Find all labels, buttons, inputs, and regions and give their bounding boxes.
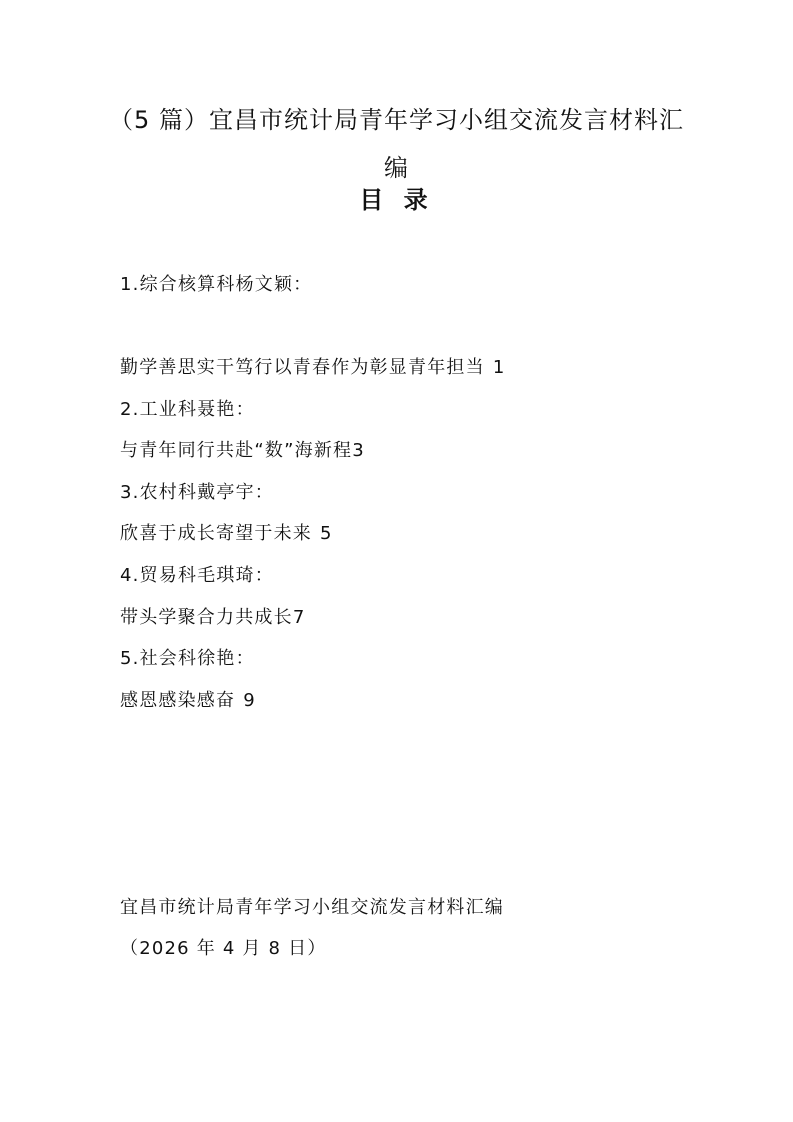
- toc-article-title: 与青年同行共赴“数”海新程: [120, 440, 353, 461]
- footer-date: （2026 年 4 月 8 日）: [120, 938, 327, 959]
- toc-entry-3[interactable]: [120, 519, 333, 549]
- toc-article-title: 感恩感染感奋: [120, 690, 236, 711]
- toc-heading: 目 录: [359, 186, 434, 214]
- toc-page-number: 7: [292, 607, 306, 628]
- toc-page-number: 3: [352, 440, 365, 461]
- toc-page-number: 9: [243, 690, 256, 711]
- toc-entry-1[interactable]: [120, 353, 505, 383]
- toc-article-title: 带头学聚合力共成长: [120, 607, 293, 628]
- footer-collection-name: 宜昌市统计局青年学习小组交流发言材料汇编: [120, 897, 504, 918]
- toc-author-4: 4.贸易科毛琪琦：: [120, 565, 274, 586]
- toc-page-number: 1: [492, 357, 506, 378]
- toc-author-5: 5.社会科徐艳：: [120, 648, 255, 669]
- toc-article-title: 勤学善思实干笃行以青春作为彰显青年担当: [120, 357, 485, 378]
- document-title: （5 篇）宜昌市统计局青年学习小组交流发言材料汇编: [109, 106, 684, 182]
- toc-page-number: 5: [320, 523, 333, 544]
- toc-entry-2[interactable]: [120, 436, 365, 466]
- toc-article-title: 欣喜于成长寄望于未来: [120, 523, 312, 544]
- toc-entry-4[interactable]: [120, 603, 305, 633]
- toc-author-2: 2.工业科聂艳：: [120, 399, 255, 420]
- toc-author-1: 1.综合核算科杨文颖：: [120, 274, 313, 295]
- toc-entry-5[interactable]: [120, 686, 256, 716]
- toc-author-3: 3.农村科戴亭宇：: [120, 482, 274, 503]
